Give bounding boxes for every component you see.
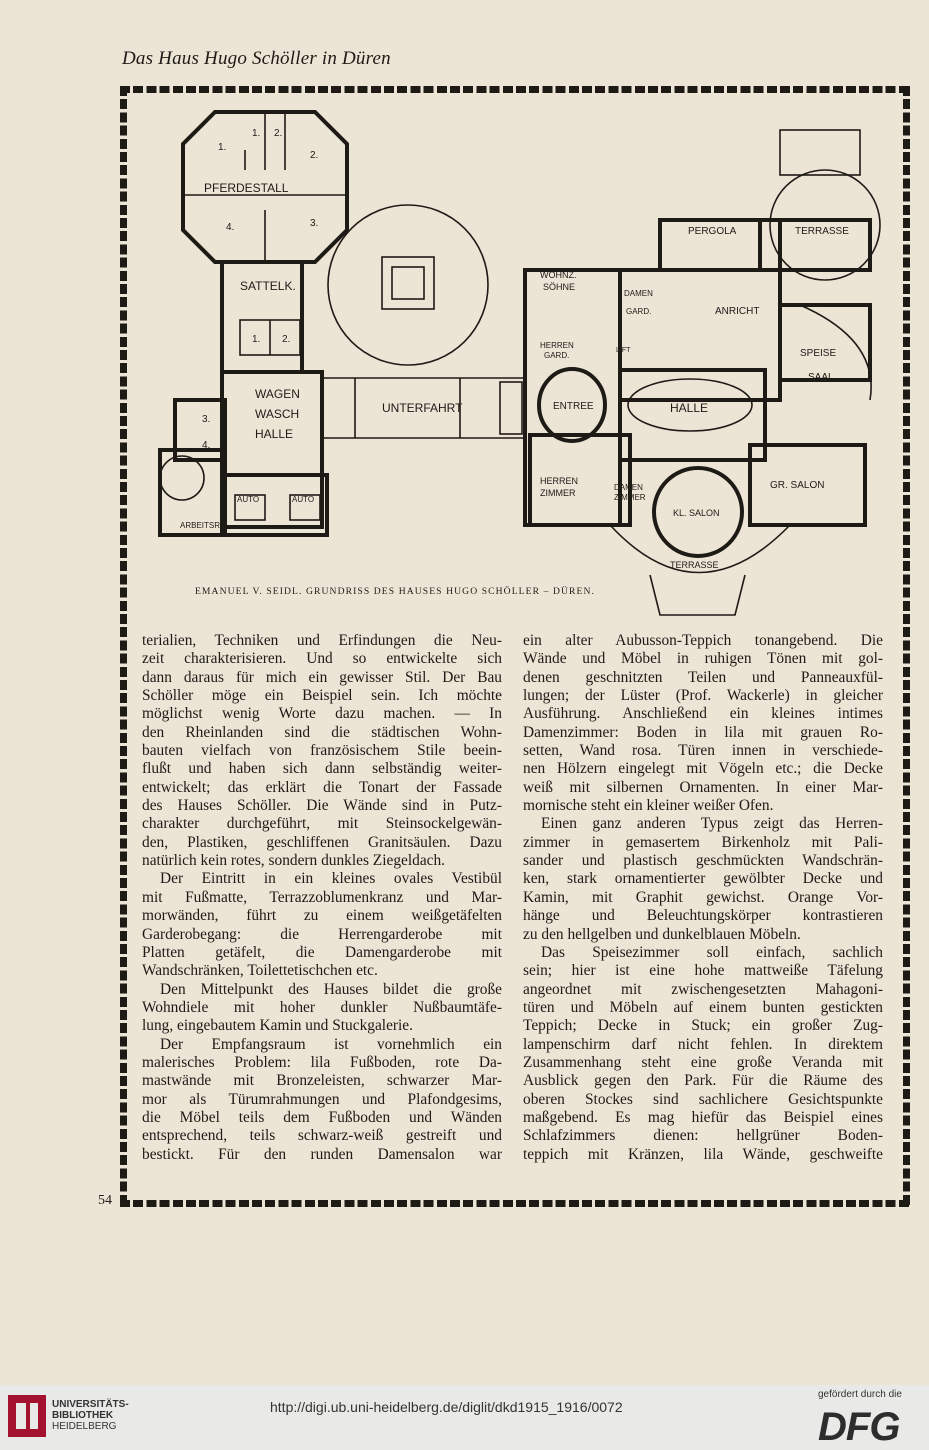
- right-line: ein alter Aubusson-Teppich tonangebend. Die: [523, 632, 883, 649]
- label-pergola: PERGOLA: [688, 226, 737, 237]
- right-line: zimmer in gemasertem Birkenholz mit Pali-: [523, 833, 883, 851]
- running-head: Das Haus Hugo Schöller in Düren: [122, 48, 391, 69]
- label-sattelk: SATTELK.: [240, 279, 296, 293]
- right-line: Zusammenhang steht eine große Veranda mit: [523, 1053, 883, 1071]
- left-line: Wohndiele mit hoher dunkler Nußbaumtäfe-: [142, 998, 502, 1016]
- label-terrasse-top: TERRASSE: [795, 226, 849, 237]
- label-speise1: SPEISE: [800, 348, 837, 359]
- left-line: Den Mittelpunkt des Hauses bildet die große: [160, 980, 502, 998]
- text-column-left: [142, 632, 502, 1164]
- label-w3: 3.: [202, 414, 211, 425]
- right-line: angeordnet mit zwischengesetzten Mahagoni-: [523, 980, 883, 998]
- left-line: den Rheinlanden sind die städtischen Wohn-: [142, 723, 502, 741]
- right-line: Damenzimmer: Boden in lila mit grauen Ro-: [523, 723, 883, 741]
- left-line: Der Empfangsraum ist vornehmlich ein: [160, 1035, 502, 1053]
- border-top: [120, 86, 910, 93]
- label-arbeitsr: ARBEITSR.: [180, 521, 223, 530]
- text-column-right: [523, 632, 883, 1164]
- right-line: maßgebend. Es mag hiefür das Beispiel eines: [523, 1108, 883, 1126]
- floor-plan: [140, 100, 900, 620]
- left-line: Der Eintritt in ein kleines ovales Vestibül: [160, 870, 502, 888]
- label-pferdestall: PFERDESTALL: [204, 181, 289, 195]
- left-line: zeit charakterisieren. Und so entwickelte sich: [142, 650, 502, 668]
- right-line: ken, stark ornamentierter gewölbter Decke und: [523, 870, 883, 888]
- label-box1a: 1.: [252, 128, 261, 139]
- right-line: nen Hölzern eingelegt mit Vögeln etc.; die Decke: [523, 760, 883, 778]
- right-line: türen und Möbeln auf einem bunten gestickten: [523, 998, 883, 1016]
- right-line: Schlafzimmers dienen: hellgrüner Boden-: [523, 1127, 883, 1145]
- left-line: mit Fußmatte, Terrazzoblumenkranz und Mar-: [142, 888, 502, 906]
- left-line: malerisches Problem: lila Fußboden, rote Da-: [142, 1053, 502, 1071]
- label-halle: HALLE: [670, 401, 709, 415]
- left-line: mor als Türumrahmungen und Plafondgesims,: [142, 1090, 502, 1108]
- label-box2a: 2.: [274, 128, 283, 139]
- right-line: Teppich; Decke in Stuck; ein großer Zug-: [523, 1017, 883, 1035]
- label-damenzimmer2: ZIMMER: [614, 493, 646, 502]
- label-anricht: ANRICHT: [715, 306, 760, 317]
- label-herrenzimmer1: HERREN: [540, 476, 579, 486]
- right-line: lampenschirm darf nicht fehlen. In direktem: [523, 1035, 883, 1053]
- label-kl-salon: KL. SALON: [673, 508, 720, 518]
- right-line: Das Speisezimmer soll einfach, sachlich: [541, 943, 883, 961]
- funded-by-label: gefördert durch die: [818, 1389, 902, 1400]
- left-line: lung, eingebautem Kamin und Stuckgalerie.: [142, 1017, 413, 1035]
- library-line: BIBLIOTHEK: [52, 1410, 114, 1421]
- left-line: entwickelt; das erklärt die Tonart der Fassade: [142, 778, 502, 796]
- right-line: hänge und Beleuchtungskörper kontrastieren: [523, 907, 883, 925]
- label-gr-salon: GR. SALON: [770, 480, 825, 491]
- label-box4: 4.: [226, 222, 235, 233]
- left-line: charakter durchgeführt, mit Steinsockelgewän-: [142, 815, 502, 833]
- label-lift: LIFT: [616, 347, 631, 354]
- library-line: HEIDELBERG: [52, 1421, 117, 1432]
- label-unterfahrt: UNTERFAHRT: [382, 401, 463, 415]
- left-line: des Hauses Schöller. Die Wände sind in Putz-: [142, 797, 502, 815]
- label-w4: 4.: [202, 440, 211, 451]
- left-line: entsprechend, teils schwarz-weiß gestreift und: [142, 1127, 502, 1145]
- library-line: UNIVERSITÄTS-: [52, 1399, 129, 1410]
- label-auto1: AUTO: [237, 495, 260, 504]
- label-damengard2: GARD.: [626, 307, 652, 316]
- left-line: morwänden, führt zu einem weißgetäfelten: [142, 907, 502, 925]
- label-herrengard2: GARD.: [544, 351, 570, 360]
- label-auto2: AUTO: [292, 495, 315, 504]
- label-wohnz2: SÖHNE: [543, 282, 576, 292]
- left-line: den, Plastiken, geschliffenen Granitsäulen. Dazu: [142, 833, 502, 851]
- left-line: Platten getäfelt, die Damengarderobe mit: [142, 943, 502, 961]
- label-entree: ENTREE: [553, 401, 594, 412]
- label-box3: 3.: [310, 218, 319, 229]
- right-line: zu den hellgelben und dunkelblauen Möbeln.: [523, 925, 801, 943]
- left-line: Garderobegang: die Herrengarderobe mit: [142, 925, 502, 943]
- right-line: Ausblick gegen den Park. Für die Räume des: [523, 1072, 883, 1090]
- label-wagen2: WASCH: [255, 407, 300, 421]
- right-line: Ausführung. Anschließend ein kleines intimes: [523, 705, 883, 723]
- dfg-logo: DFG: [818, 1405, 900, 1449]
- label-box1: 1.: [218, 142, 227, 153]
- label-damenzimmer1: DAMEN: [614, 483, 643, 492]
- left-line: bestickt. Für den runden Damensalon war: [142, 1145, 502, 1163]
- right-line: Einen ganz anderen Typus zeigt das Herren-: [541, 815, 883, 833]
- left-line: bauten vielfach von französischem Stile beein-: [142, 742, 502, 760]
- left-line: dann daraus für mich ein gewisser Stil. Der Bau: [142, 668, 502, 686]
- right-line: weiß mit silbernen Ornamenten. In einer Mar-: [523, 778, 883, 796]
- right-line: Kamin, mit Graphit gewichst. Orange Vor-: [523, 888, 883, 906]
- left-line: die Möbel teils dem Fußboden und Wänden: [142, 1108, 502, 1126]
- right-line: teppich mit Kränzen, lila Wände, geschweifte: [523, 1145, 883, 1163]
- label-s1: 1.: [252, 334, 261, 345]
- border-right: [903, 86, 910, 1207]
- right-line: setten, Wand rosa. Türen innen in verschiede-: [523, 742, 883, 760]
- border-bottom: [120, 1200, 910, 1207]
- left-line: terialien, Techniken und Erfindungen die Neu-: [142, 632, 502, 649]
- right-line: oberen Stockes sind sachlichere Gesichtspunkte: [523, 1090, 883, 1108]
- permalink[interactable]: http://digi.ub.uni-heidelberg.de/diglit/dkd1915_1916/0072: [270, 1399, 623, 1415]
- label-wagen1: WAGEN: [255, 387, 300, 401]
- left-line: Wandschränken, Toilettetischchen etc.: [142, 962, 378, 980]
- library-name: [52, 1399, 129, 1432]
- label-wohnz1: WOHNZ.: [540, 270, 577, 280]
- left-line: natürlich kein rotes, sondern dunkles Ziegeldach.: [142, 852, 446, 870]
- left-line: mastwände mit Bronzeleisten, schwarzer Mar-: [142, 1072, 502, 1090]
- label-wagen3: HALLE: [255, 427, 294, 441]
- label-damengard1: DAMEN: [624, 289, 653, 298]
- right-line: mornische steht ein kleiner weißer Ofen.: [523, 797, 774, 815]
- page-number: 54: [98, 1193, 112, 1208]
- right-line: lungen; der Lüster (Prof. Wackerle) in gleicher: [523, 687, 883, 705]
- label-s2: 2.: [282, 334, 291, 345]
- library-logo-icon: [8, 1395, 46, 1437]
- footer-bar: [0, 1385, 929, 1450]
- right-line: sander und plastisch geschmückten Wandschrän-: [523, 852, 883, 870]
- right-line: Wände und Möbel in ruhigen Tönen mit gol-: [523, 650, 883, 668]
- right-line: denen geschnitzten Teilen und Panneauxfül-: [523, 668, 883, 686]
- right-line: sein; hier ist eine hohe mattweiße Täfelung: [523, 962, 883, 980]
- left-line: flußt und haben sich dann selbständig weiter-: [142, 760, 502, 778]
- left-line: Schöller möge ein Beispiel sein. Ich möchte: [142, 687, 502, 705]
- label-speise2: SAAL: [808, 372, 834, 383]
- label-terrasse-bottom: TERRASSE: [670, 560, 719, 570]
- label-herrengard1: HERREN: [540, 341, 574, 350]
- left-line: möglichst wenig Worte dazu machen. — In: [142, 705, 502, 723]
- label-herrenzimmer2: ZIMMER: [540, 488, 576, 498]
- border-left: [120, 86, 127, 1207]
- label-box2: 2.: [310, 150, 319, 161]
- figure-caption: EMANUEL V. SEIDL. GRUNDRISS DES HAUSES HUGO SCHÖLLER – DÜREN.: [194, 586, 596, 597]
